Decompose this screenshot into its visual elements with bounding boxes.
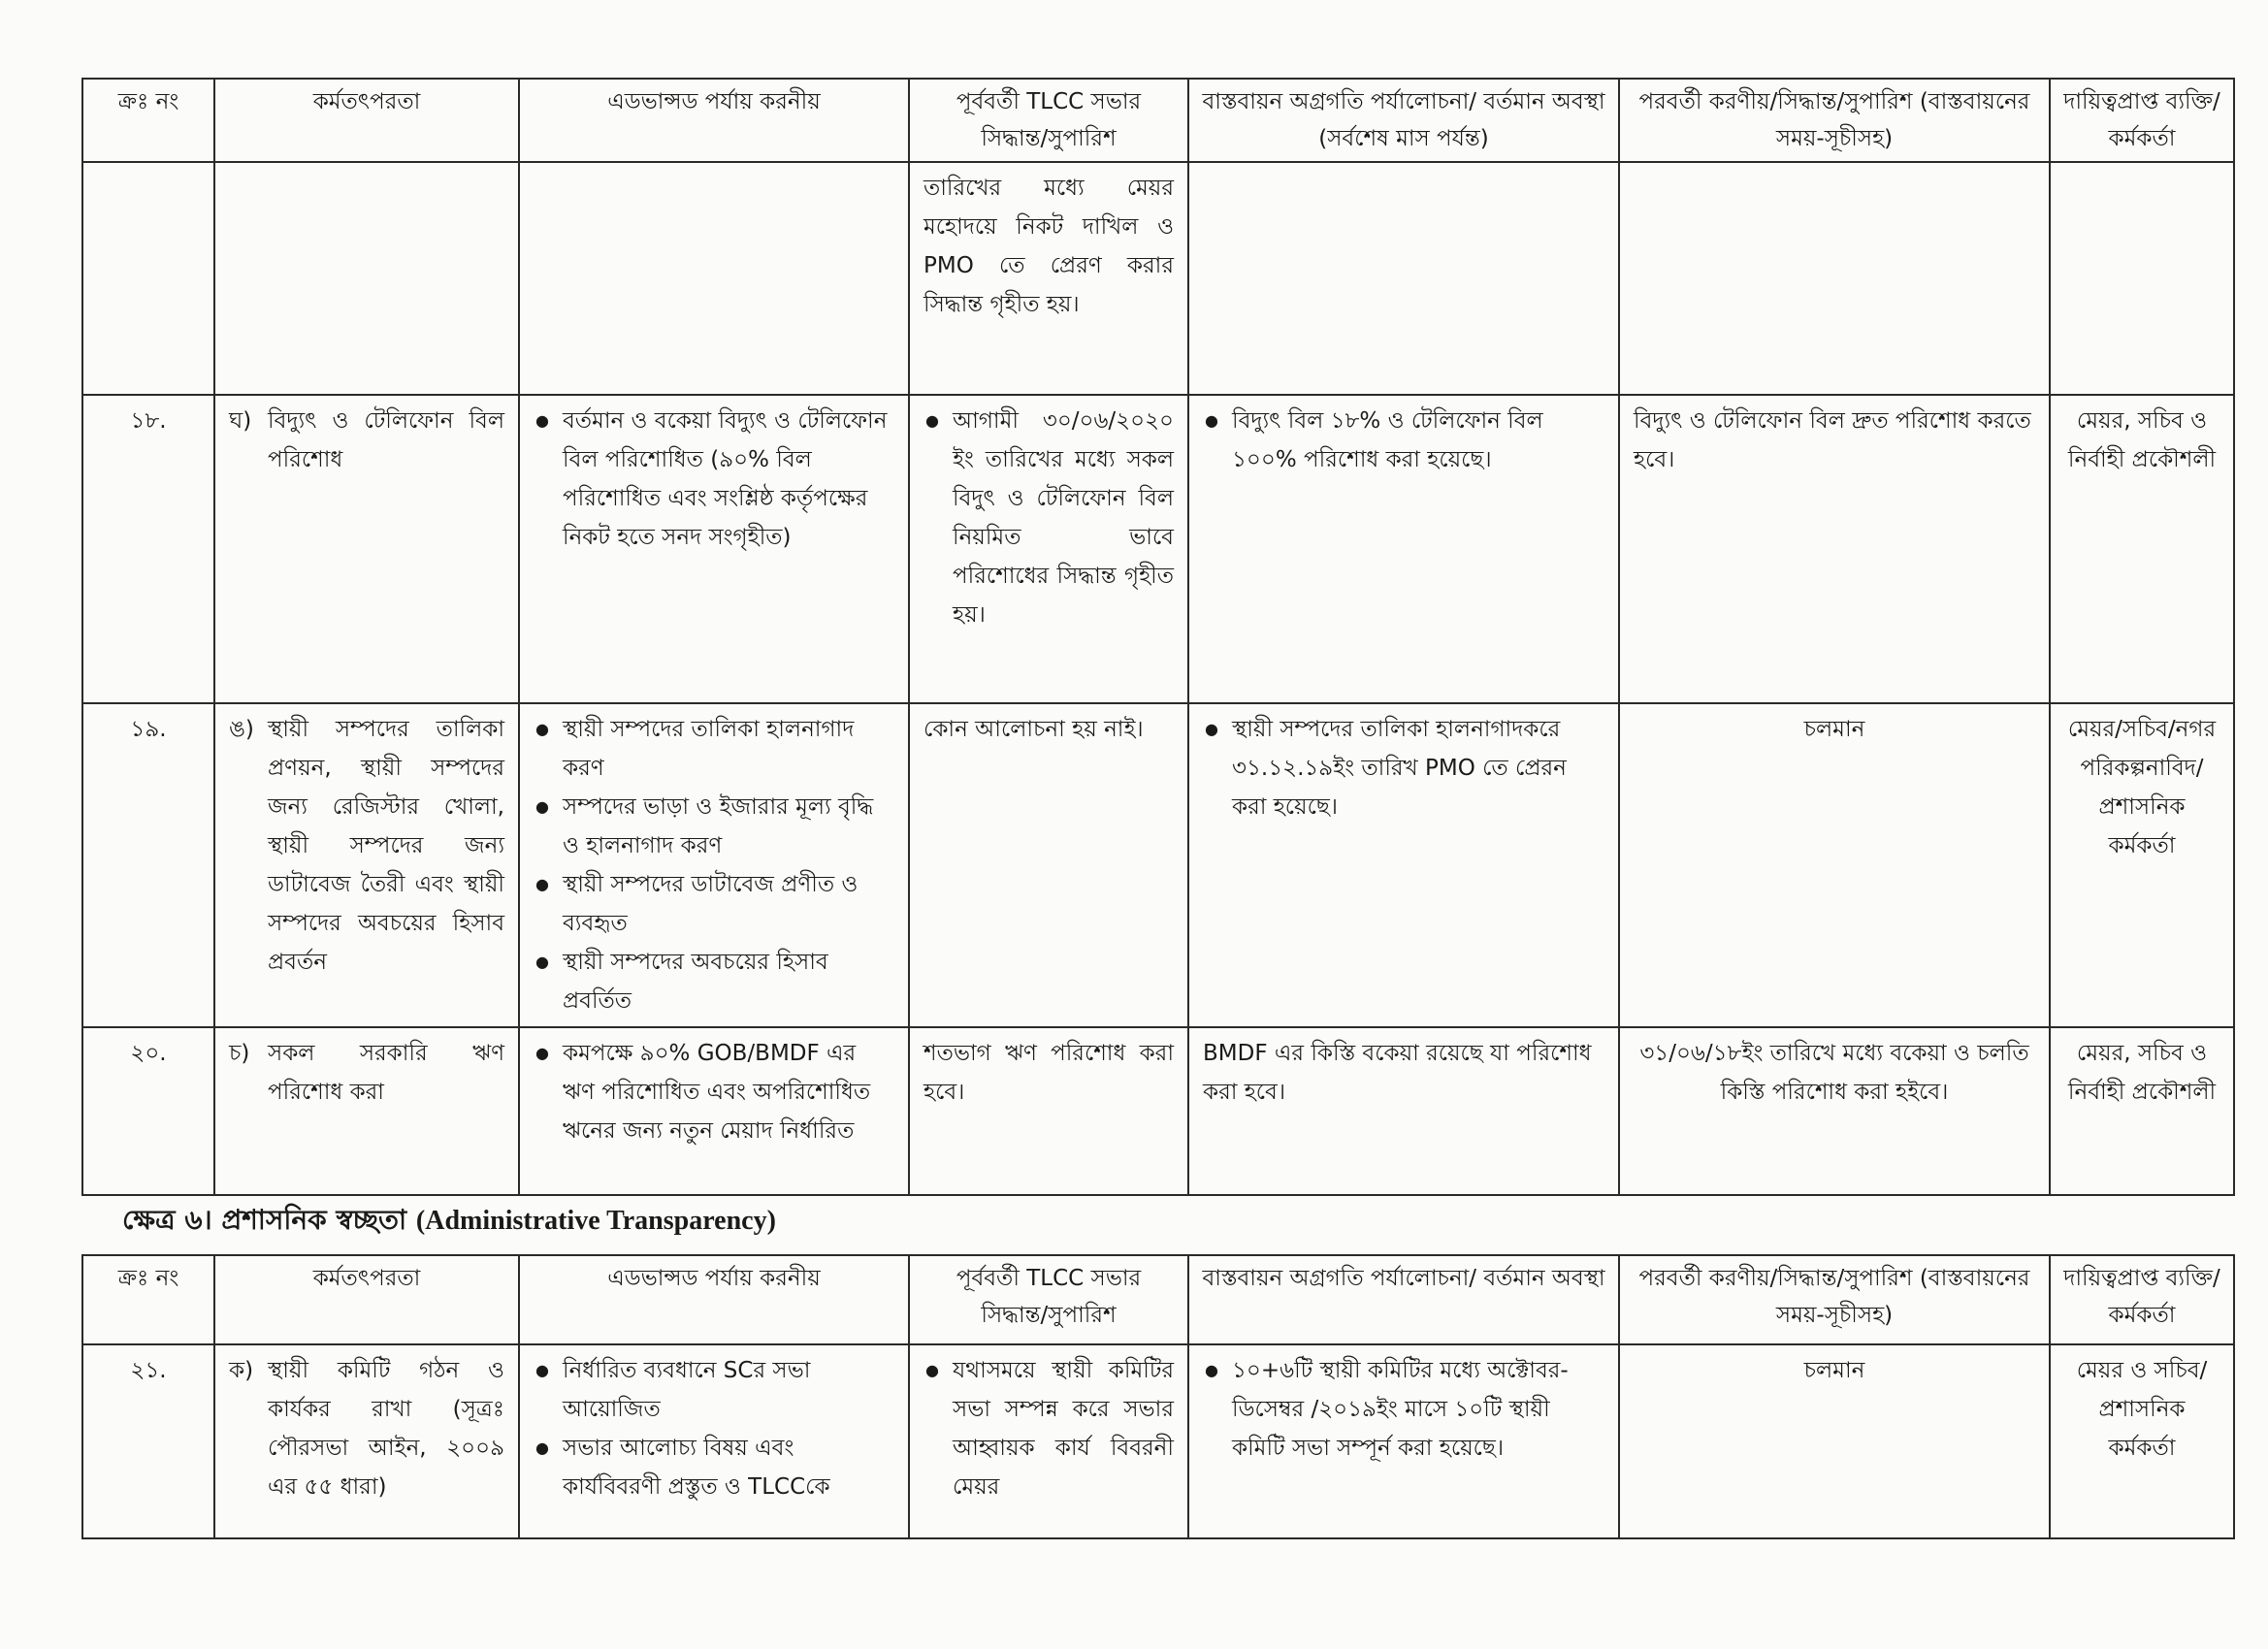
- table-row: [82, 703, 2234, 1027]
- header-serial: ক্রঃ নং: [82, 79, 214, 162]
- activity-text: স্থায়ী কমিটি গঠন ও কার্যকর রাখা (সূত্রঃ পৌরসভা আইন, ২০০৯ এর ৫৫ ধারা): [268, 1358, 504, 1500]
- fiscal-actions-table: [81, 78, 2235, 1196]
- activity-text: স্থায়ী সম্পদের তালিকা প্রণয়ন, স্থায়ী সম্পদের জন্য রেজিস্টার খোলা, স্থায়ী সম্পদের জন্য ডাটাবেজ তৈরী এবং স্থায়ী সম্পদের অবচয়ের হিসাব প্রবর্তন: [268, 717, 504, 975]
- cell-serial: ১৯.: [82, 703, 214, 1027]
- activity-text: বিদ্যুৎ ও টেলিফোন বিল পরিশোধ: [268, 408, 504, 472]
- list-item: ● স্থায়ী সম্পদের তালিকা হালনাগাদকরে ৩১.১২.১৯ইং তারিখ PMO তে প্রেরন করা হয়েছে।: [1203, 710, 1604, 826]
- list-item: ● ১০+৬টি স্থায়ী কমিটির মধ্যে অক্টোবর-ডিসেম্বর /২০১৯ইং মাসে ১০টি স্থায়ী কমিটি সভা সম্পূর্ন করা হয়েছে।: [1203, 1351, 1604, 1468]
- list-item: ● স্থায়ী সম্পদের ডাটাবেজ প্রণীত ও ব্যবহৃত: [534, 865, 894, 943]
- activity-text: সকল সরকারি ঋণ পরিশোধ করা: [268, 1041, 504, 1105]
- item-letter: ঙ): [229, 717, 254, 742]
- item-letter: ক): [229, 1358, 254, 1383]
- table-header-row: [82, 79, 2234, 162]
- table-row: [82, 395, 2234, 703]
- administrative-transparency-table: [81, 1254, 2235, 1539]
- list-item: ● আগামী ৩০/০৬/২০২০ ইং তারিখের মধ্যে সকল বিদুৎ ও টেলিফোন বিল নিয়মিত ভাবে পরিশোধের সিদ্ধান্ত গৃহীত হয়।: [923, 402, 1174, 634]
- cell-activity: [214, 395, 519, 703]
- list-item: ● স্থায়ী সম্পদের অবচয়ের হিসাব প্রবর্তিত: [534, 943, 894, 1020]
- cell-serial: ২১.: [82, 1344, 214, 1538]
- cell-activity: [214, 1344, 519, 1538]
- cell-progress: [1188, 162, 1619, 395]
- cell-progress: [1188, 1344, 1619, 1538]
- cell-prev-tlcc: [909, 1344, 1188, 1538]
- list-item: ● স্থায়ী সম্পদের তালিকা হালনাগাদ করণ: [534, 710, 894, 788]
- cell-serial: [82, 162, 214, 395]
- cell-advanced: [519, 1027, 909, 1195]
- cell-responsible: [2050, 162, 2234, 395]
- section-heading-bangla: ক্ষেত্র ৬। প্রশাসনিক স্বচ্ছতা: [122, 1204, 407, 1236]
- header-serial: ক্রঃ নং: [82, 1255, 214, 1344]
- cell-serial: ১৮.: [82, 395, 214, 703]
- list-item: ● কমপক্ষে ৯০% GOB/BMDF এর ঋণ পরিশোধিত এবং অপরিশোধিত ঋনের জন্য নতুন মেয়াদ নির্ধারিত: [534, 1034, 894, 1150]
- list-item: ● সভার আলোচ্য বিষয় এবং কার্যবিবরণী প্রস্তুত ও TLCCকে: [534, 1429, 894, 1506]
- cell-progress: [1188, 395, 1619, 703]
- list-item: ● নির্ধারিত ব্যবধানে SCর সভা আয়োজিত: [534, 1351, 894, 1429]
- item-letter: ঘ): [229, 408, 252, 434]
- list-item: ● বিদ্যুৎ বিল ১৮% ও টেলিফোন বিল ১০০% পরিশোধ করা হয়েছে।: [1203, 402, 1604, 479]
- header-next: পরবর্তী করণীয়/সিদ্ধান্ত/সুপারিশ (বাস্তবায়নের সময়-সূচীসহ): [1619, 1255, 2050, 1344]
- header-activity: কর্মতৎপরতা: [214, 1255, 519, 1344]
- cell-prev-tlcc: শতভাগ ঋণ পরিশোধ করা হবে।: [909, 1027, 1188, 1195]
- cell-advanced: [519, 1344, 909, 1538]
- header-activity: কর্মতৎপরতা: [214, 79, 519, 162]
- cell-advanced: [519, 395, 909, 703]
- cell-next: [1619, 162, 2050, 395]
- table-row-continuation: [82, 162, 2234, 395]
- item-letter: চ): [229, 1041, 250, 1066]
- cell-next: বিদ্যুৎ ও টেলিফোন বিল দ্রুত পরিশোধ করতে হবে।: [1619, 395, 2050, 703]
- header-responsible: দায়িত্বপ্রাপ্ত ব্যক্তি/কর্মকর্তা: [2050, 79, 2234, 162]
- header-prev-tlcc: পূর্ববর্তী TLCC সভার সিদ্ধান্ত/সুপারিশ: [909, 79, 1188, 162]
- header-prev-tlcc: পূর্ববর্তী TLCC সভার সিদ্ধান্ত/সুপারিশ: [909, 1255, 1188, 1344]
- cell-advanced: [519, 703, 909, 1027]
- cell-next: চলমান: [1619, 703, 2050, 1027]
- cell-responsible: মেয়র, সচিব ও নির্বাহী প্রকৌশলী: [2050, 395, 2234, 703]
- cell-next: ৩১/০৬/১৮ইং তারিখে মধ্যে বকেয়া ও চলতি কিস্তি পরিশোধ করা হইবে।: [1619, 1027, 2050, 1195]
- header-progress: বাস্তবায়ন অগ্রগতি পর্যালোচনা/ বর্তমান অবস্থা (সর্বশেষ মাস পর্যন্ত): [1188, 79, 1619, 162]
- cell-serial: ২০.: [82, 1027, 214, 1195]
- header-responsible: দায়িত্বপ্রাপ্ত ব্যক্তি/কর্মকর্তা: [2050, 1255, 2234, 1344]
- list-item: ● বর্তমান ও বকেয়া বিদ্যুৎ ও টেলিফোন বিল পরিশোধিত (৯০% বিল পরিশোধিত এবং সংশ্লিষ্ঠ কর্তৃপক্ষের নিকট হতে সনদ সংগৃহীত): [534, 402, 894, 557]
- table-row: [82, 1344, 2234, 1538]
- list-item: ● সম্পদের ভাড়া ও ইজারার মূল্য বৃদ্ধি ও হালনাগাদ করণ: [534, 788, 894, 865]
- cell-activity: [214, 1027, 519, 1195]
- section-heading-english: (Administrative Transparency): [415, 1206, 776, 1236]
- cell-responsible: মেয়র/সচিব/নগর পরিকল্পনাবিদ/প্রশাসনিক কর্মকর্তা: [2050, 703, 2234, 1027]
- section-heading: [122, 1199, 776, 1245]
- table-header-row: [82, 1255, 2234, 1344]
- cell-responsible: মেয়র ও সচিব/প্রশাসনিক কর্মকর্তা: [2050, 1344, 2234, 1538]
- list-item: ● যথাসময়ে স্থায়ী কমিটির সভা সম্পন্ন করে সভার আহ্বায়ক কার্য বিবরনী মেয়র: [923, 1351, 1174, 1506]
- header-progress: বাস্তবায়ন অগ্রগতি পর্যালোচনা/ বর্তমান অবস্থা: [1188, 1255, 1619, 1344]
- table-row: [82, 1027, 2234, 1195]
- cell-prev-tlcc: কোন আলোচনা হয় নাই।: [909, 703, 1188, 1027]
- header-next: পরবর্তী করণীয়/সিদ্ধান্ত/সুপারিশ (বাস্তবায়নের সময়-সূচীসহ): [1619, 79, 2050, 162]
- cell-progress: [1188, 703, 1619, 1027]
- cell-prev-tlcc: [909, 395, 1188, 703]
- cell-activity: [214, 703, 519, 1027]
- cell-activity: [214, 162, 519, 395]
- cell-progress: BMDF এর কিস্তি বকেয়া রয়েছে যা পরিশোধ করা হবে।: [1188, 1027, 1619, 1195]
- cell-advanced: [519, 162, 909, 395]
- cell-prev-tlcc: তারিখের মধ্যে মেয়র মহোদয়ে নিকট দাখিল ও PMO তে প্রেরণ করার সিদ্ধান্ত গৃহীত হয়।: [909, 162, 1188, 395]
- cell-responsible: মেয়র, সচিব ও নির্বাহী প্রকৌশলী: [2050, 1027, 2234, 1195]
- header-advanced: এডভান্সড পর্যায় করনীয়: [519, 79, 909, 162]
- cell-next: চলমান: [1619, 1344, 2050, 1538]
- header-advanced: এডভান্সড পর্যায় করনীয়: [519, 1255, 909, 1344]
